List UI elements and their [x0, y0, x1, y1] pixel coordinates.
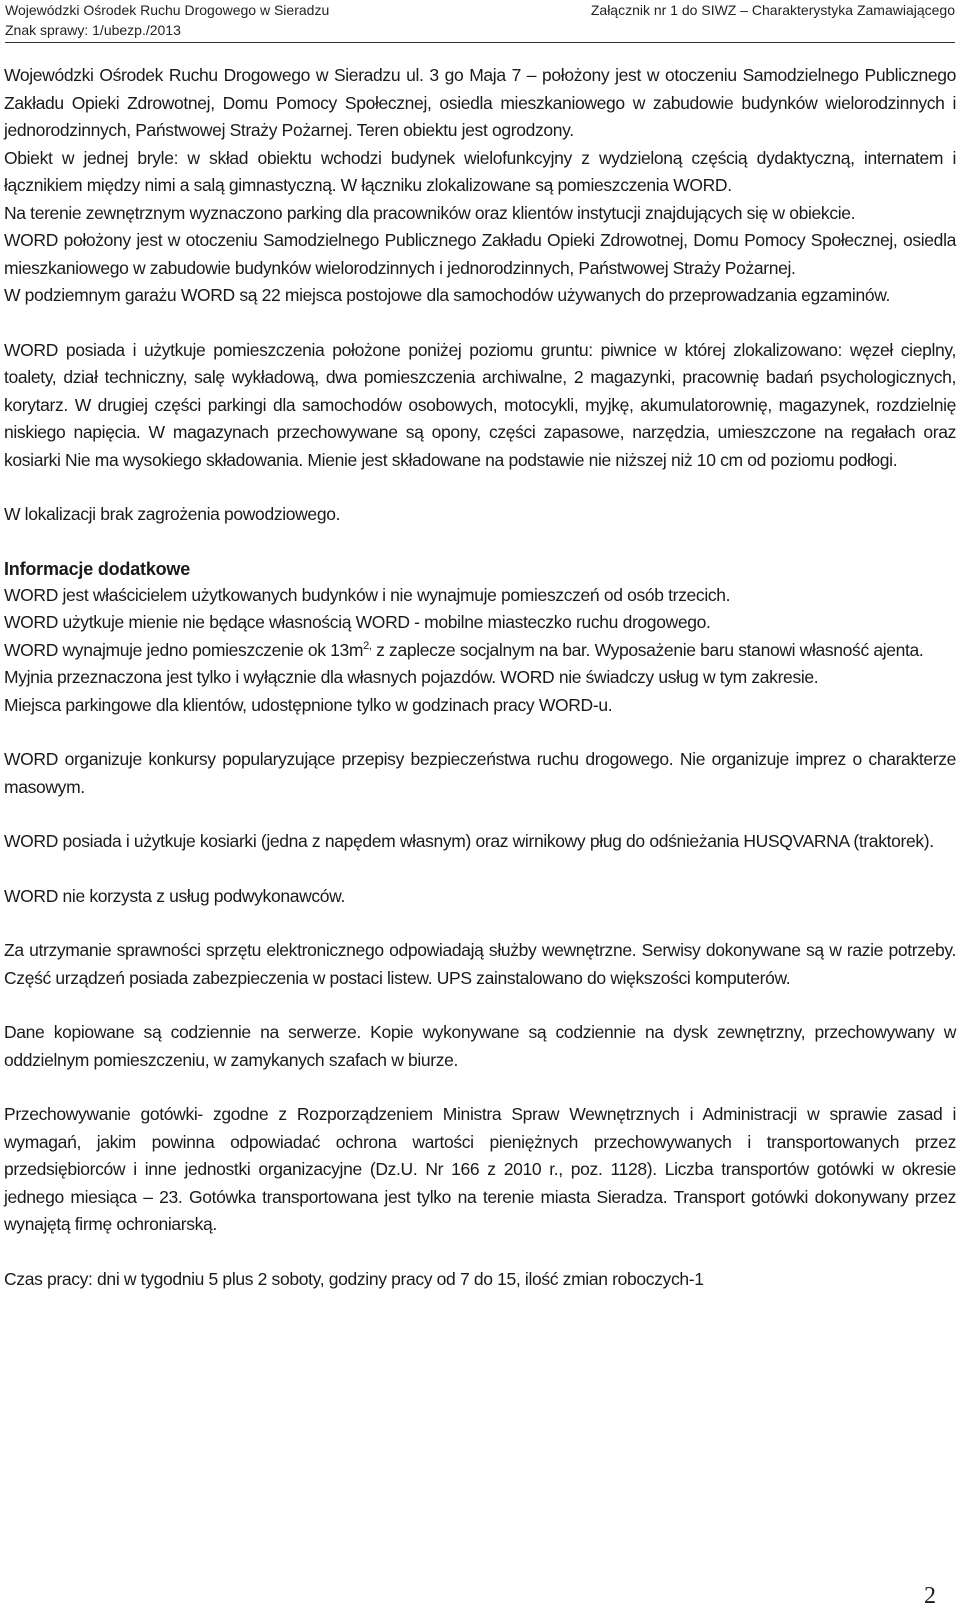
paragraph-car-wash: Myjnia przeznaczona jest tylko i wyłącznie dla własnych pojazdów. WORD nie świadczy usług w tym zakresie.: [4, 667, 819, 687]
bar-rental-superscript: 2,: [363, 639, 372, 652]
paragraph-surroundings: WORD położony jest w otoczeniu Samodzielnego Publicznego Zakładu Opieki Zdrowotnej, Domu Pomocy Społecznej, osiedla mieszkaniowego w zabudowie budynków wielorodzinnych i jednorodzinnych, Państwowej Straży Pożarnej.: [4, 230, 956, 278]
paragraph-working-hours: Czas pracy: dni w tygodniu 5 plus 2 soboty, godziny pracy od 7 do 15, ilość zmian roboczych-1: [4, 1268, 704, 1289]
paragraph-garage: W podziemnym garażu WORD są 22 miejsca postojowe dla samochodów używanych do przeprowadzania egzaminów.: [4, 285, 891, 305]
paragraph-mowers: WORD posiada i użytkuje kosiarki (jedna z napędem własnym) oraz wirnikowy pług do odśnieżania HUSQVARNA (traktorek).: [4, 831, 934, 851]
paragraph-mobile-town: WORD użytkuje mienie nie będące własnością WORD - mobilne miasteczko ruchu drogowego.: [4, 612, 711, 632]
paragraph-ownership: WORD jest właścicielem użytkowanych budynków i nie wynajmuje pomieszczeń od osób trzecich.: [4, 584, 731, 605]
paragraph-contests: WORD organizuje konkursy popularyzujące przepisy bezpieczeństwa ruchu drogowego. Nie organizuje imprez o charakterze masowym.: [4, 749, 956, 797]
paragraph-backups: Dane kopiowane są codziennie na serwerze. Kopie wykonywane są codziennie na dysk zewnętrzny, przechowywany w oddzielnym pomieszczeniu, w zamykanych szafach w biurze.: [4, 1022, 956, 1070]
bar-rental-text: WORD wynajmuje jedno pomieszczenie ok 13m: [4, 639, 364, 660]
paragraph-flood-risk: W lokalizacji brak zagrożenia powodziowego.: [4, 504, 341, 524]
paragraph-bar-rental: [4, 637, 956, 665]
page-header: [5, 0, 955, 43]
paragraph-cash-handling: Przechowywanie gotówki- zgodne z Rozporządzeniem Ministra Spraw Wewnętrznych i Administracji w sprawie zasad i wymagań, jakim powinna odpowiadać ochrona wartości pieniężnych przechowywanych i transportowanych przez przedsiębiorców i inne jednostki organizacyjne (Dz.U. Nr 166 z 2010 r., poz. 1128). Liczba transportów gotówki w okresie jednego miesiąca – 23. Gotówka transportowana jest tylko na terenie miasta Sieradza. Transport gotówki dokonywany przez wynajętą firmę ochroniarską.: [4, 1104, 956, 1234]
header-institution: Wojewódzki Ośrodek Ruchu Drogowego w Sieradzu: [5, 2, 330, 18]
page-number: 2: [924, 1583, 936, 1609]
paragraph-parking: Na terenie zewnętrznym wyznaczono parking dla pracowników oraz klientów instytucji znajdujących się w obiekcie.: [4, 202, 856, 223]
section-heading: Informacje dodatkowe: [4, 558, 191, 579]
paragraph-building: Obiekt w jednej bryle: w skład obiektu wchodzi budynek wielofunkcyjny z wydzieloną częścią dydaktyczną, internatem i łącznikiem między nimi a salą gimnastyczną. W łączniku zlokalizowane są pomieszczenia WORD.: [4, 147, 956, 195]
header-attachment: Załącznik nr 1 do SIWZ – Charakterystyka Zamawiającego: [590, 2, 955, 18]
document-body: [4, 62, 956, 1293]
paragraph-basement: WORD posiada i użytkuje pomieszczenia położone poniżej poziomu gruntu: piwnice w której zlokalizowano: węzeł cieplny, toalety, dział techniczny, salę wykładową, dwa pomieszczenia archiwalne, 2 magazynki, pracownię badań psychologicznych, korytarz. W drugiej części parkingi dla samochodów osobowych, motocykli, myjkę, akumulatorownię, magazynek, rozdzielnię niskiego napięcia. W magazynach przechowywane są opony, części zapasowe, narzędzia, umieszczone na regałach oraz kosiarki Nie ma wysokiego składowania. Mienie jest składowane na podstawie nie niższej niż 10 cm od poziomu podłogi.: [4, 339, 956, 470]
paragraph-client-parking: Miejsca parkingowe dla klientów, udostępnione tylko w godzinach pracy WORD-u.: [4, 694, 613, 715]
bar-rental-text-cont: z zaplecze socjalnym na bar. Wyposażenie baru stanowi własność ajenta.: [371, 639, 924, 660]
header-case-number: Znak sprawy: 1/ubezp./2013: [5, 22, 181, 38]
paragraph-subcontractors: WORD nie korzysta z usług podwykonawców.: [4, 885, 345, 906]
paragraph-electronics: Za utrzymanie sprawności sprzętu elektronicznego odpowiadają służby wewnętrzne. Serwisy dokonywane są w razie potrzeby. Część urządzeń posiada zabezpieczenia w postaci listew. UPS zainstalowano do większości komputerów.: [4, 940, 956, 988]
header-divider: [5, 42, 955, 43]
paragraph-location: Wojewódzki Ośrodek Ruchu Drogowego w Sieradzu ul. 3 go Maja 7 – położony jest w otoczeniu Samodzielnego Publicznego Zakładu Opieki Zdrowotnej, Domu Pomocy Społecznej, osiedla mieszkaniowego w zabudowie budynków wielorodzinnych i jednorodzinnych, Państwowej Straży Pożarnej. Teren obiektu jest ogrodzony.: [4, 65, 956, 140]
